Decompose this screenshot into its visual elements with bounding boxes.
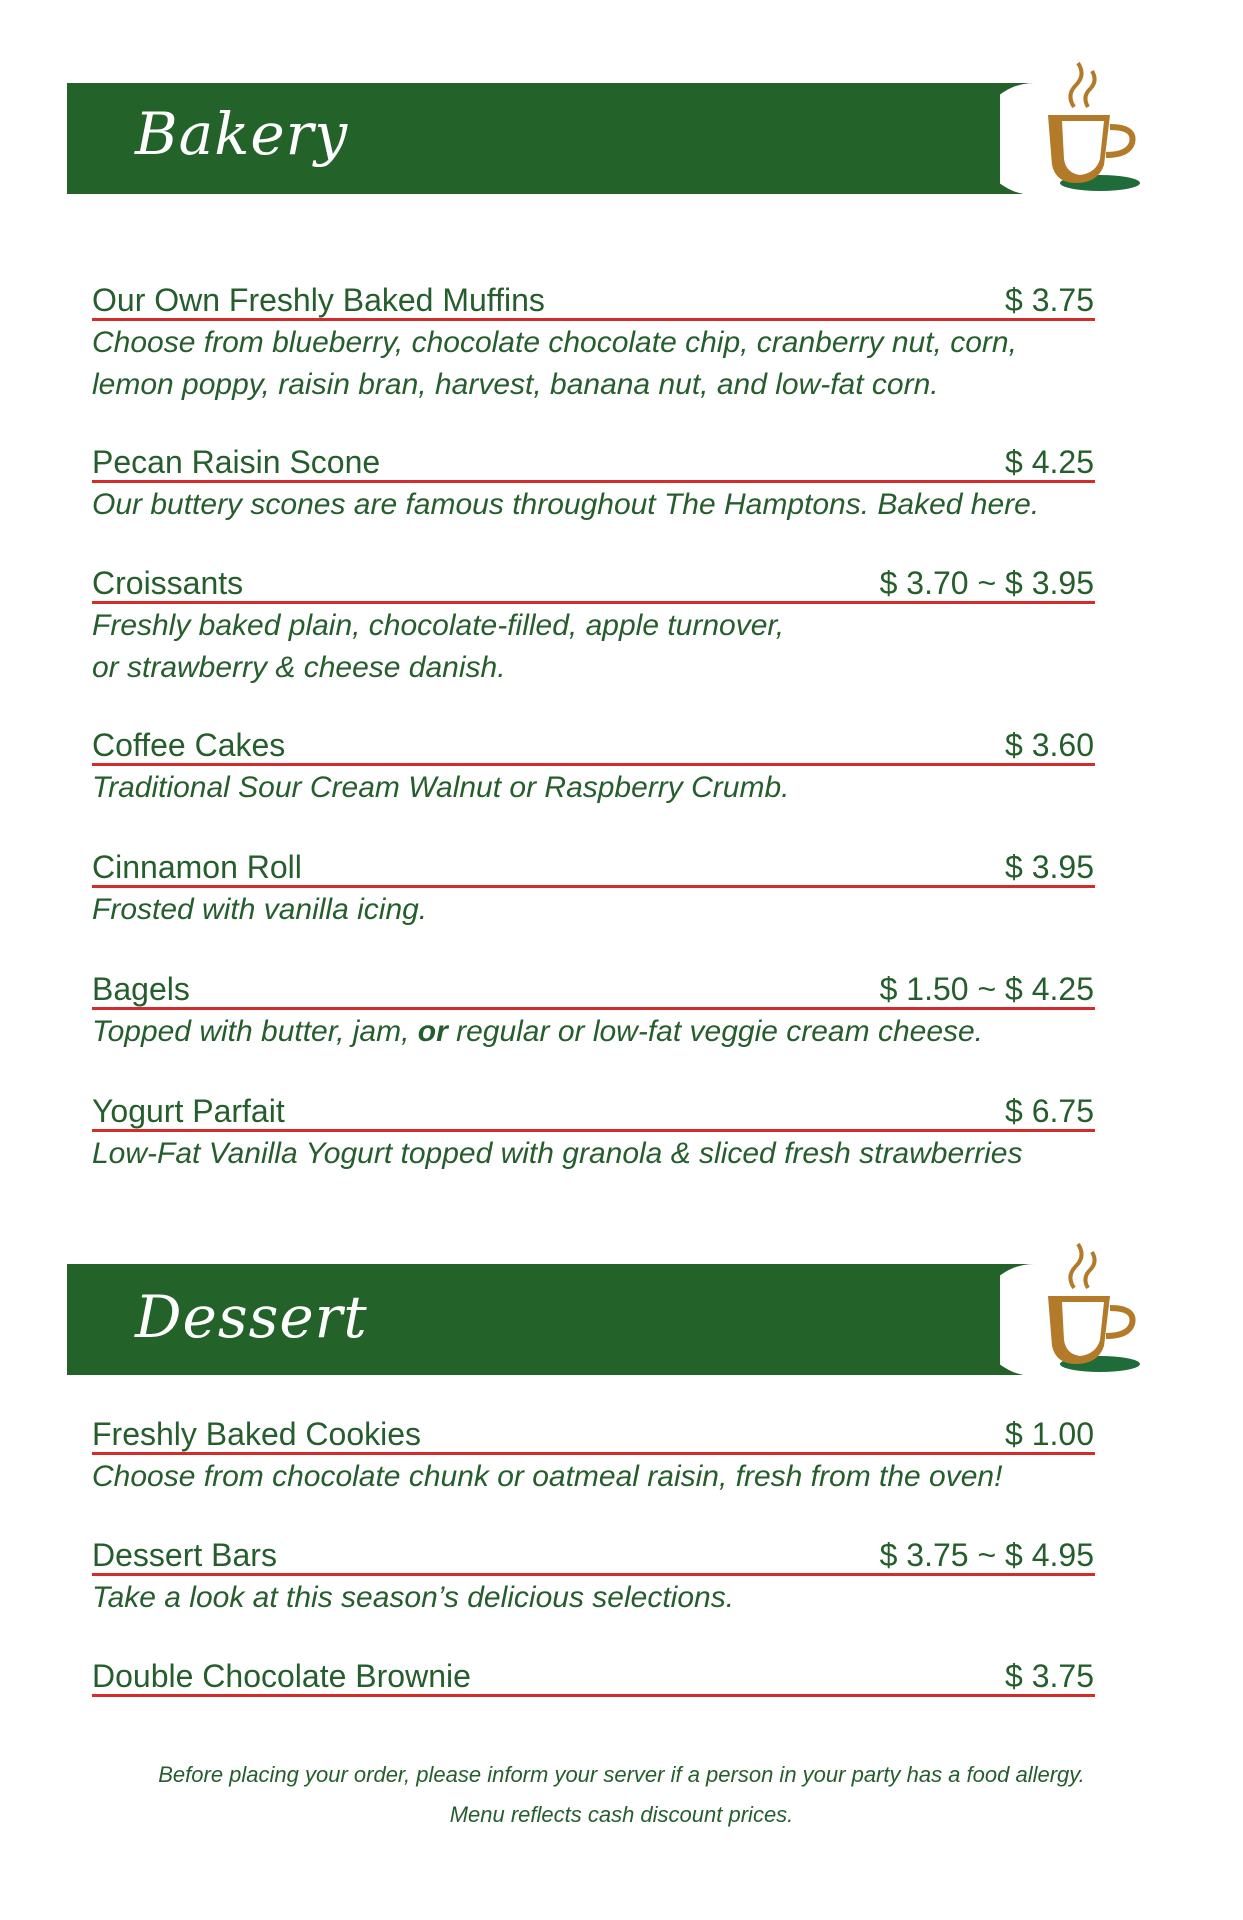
item-price: $ 6.75 <box>1005 1093 1094 1129</box>
item-description <box>92 605 1182 689</box>
item-price: $ 3.70 ~ $ 3.95 <box>879 565 1094 601</box>
divider <box>92 1452 1095 1455</box>
item-description <box>92 1133 1182 1175</box>
item-name: Bagels <box>92 971 190 1007</box>
dessert-banner <box>67 1264 1077 1375</box>
allergy-notice: Before placing your order, please inform your server if a person in your party has a food allergy. <box>158 1762 1085 1787</box>
divider <box>92 1573 1095 1576</box>
item-description-line: lemon poppy, raisin bran, harvest, banana nut, and low-fat corn. <box>92 368 939 401</box>
divider <box>92 1694 1095 1697</box>
divider <box>92 885 1095 888</box>
item-name: Double Chocolate Brownie <box>92 1658 471 1694</box>
desc-text: regular or low-fat veggie cream cheese. <box>447 1015 984 1048</box>
divider <box>92 318 1095 321</box>
item-name: Croissants <box>92 565 244 601</box>
item-description-line: Frosted with vanilla icing. <box>92 893 428 926</box>
item-description-line: Take a look at this season’s delicious selections. <box>92 1581 735 1614</box>
item-name: Pecan Raisin Scone <box>92 444 381 480</box>
divider <box>92 601 1095 604</box>
item-price: $ 3.60 <box>1005 727 1094 763</box>
item-description-line: Choose from chocolate chunk or oatmeal raisin, fresh from the oven! <box>92 1460 1003 1493</box>
pricing-notice: Menu reflects cash discount prices. <box>449 1802 794 1827</box>
item-description <box>92 1011 1182 1053</box>
item-description <box>92 1577 1182 1619</box>
item-description <box>92 1456 1182 1498</box>
item-name: Cinnamon Roll <box>92 849 302 885</box>
dessert-title: Dessert <box>135 1283 368 1351</box>
desc-text: Topped with butter, jam, <box>92 1015 418 1048</box>
item-price: $ 3.75 ~ $ 4.95 <box>879 1537 1094 1573</box>
item-price: $ 3.75 <box>1005 282 1094 318</box>
desc-bold-text: or <box>417 1015 448 1048</box>
divider <box>92 763 1095 766</box>
divider <box>92 480 1095 483</box>
item-description-line: Freshly baked plain, chocolate-filled, apple turnover, <box>92 609 785 642</box>
item-name: Dessert Bars <box>92 1537 277 1573</box>
item-price: $ 1.50 ~ $ 4.25 <box>879 971 1094 1007</box>
item-name: Coffee Cakes <box>92 727 286 763</box>
item-description <box>92 484 1182 526</box>
item-price: $ 3.75 <box>1005 1658 1094 1694</box>
item-description-line: Low-Fat Vanilla Yogurt topped with granola & sliced fresh strawberries <box>92 1137 1023 1170</box>
coffee-cup-icon <box>1000 1236 1150 1386</box>
item-name: Freshly Baked Cookies <box>92 1416 422 1452</box>
item-description-line: Choose from blueberry, chocolate chocolate chip, cranberry nut, corn, <box>92 326 1017 359</box>
item-description-line: Traditional Sour Cream Walnut or Raspberry Crumb. <box>92 771 790 804</box>
item-price: $ 4.25 <box>1005 444 1094 480</box>
item-description <box>92 889 1182 931</box>
item-price: $ 3.95 <box>1005 849 1094 885</box>
item-description-line <box>92 1011 1182 1053</box>
item-description <box>92 322 1182 406</box>
item-description <box>92 767 1182 809</box>
item-description-line: or strawberry & cheese danish. <box>92 651 506 684</box>
bakery-title: Bakery <box>135 100 349 168</box>
bakery-banner <box>67 83 1077 194</box>
item-name: Yogurt Parfait <box>92 1093 285 1129</box>
divider <box>92 1007 1095 1010</box>
divider <box>92 1129 1095 1132</box>
item-description-line: Our buttery scones are famous throughout The Hamptons. Baked here. <box>92 488 1040 521</box>
item-name: Our Own Freshly Baked Muffins <box>92 282 545 318</box>
item-price: $ 1.00 <box>1005 1416 1094 1452</box>
coffee-cup-icon <box>1000 55 1150 205</box>
